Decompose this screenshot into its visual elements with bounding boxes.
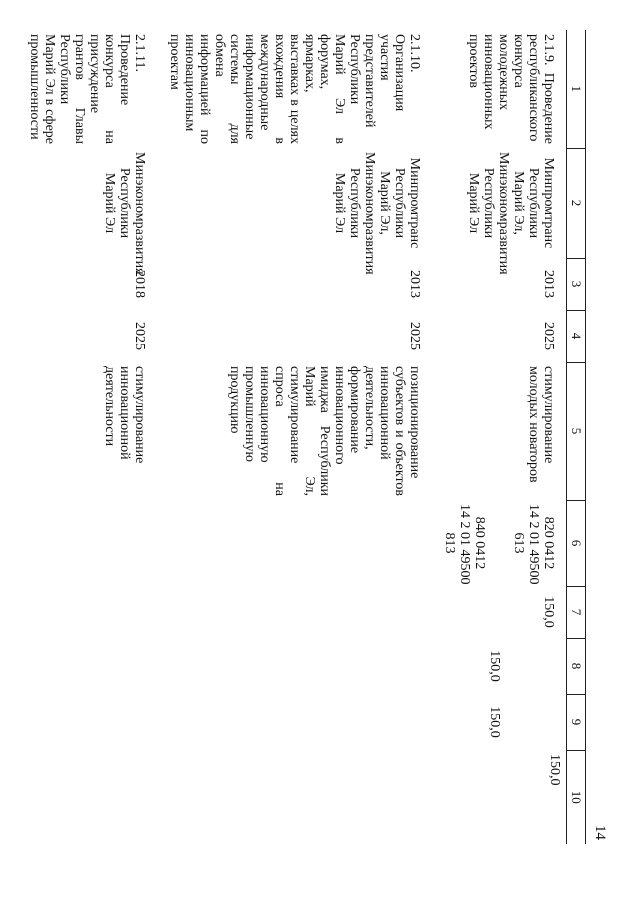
header-cell: 3 [567, 258, 586, 310]
budget-code-line: 820 0412 [541, 516, 556, 570]
amount-value: 150,0 [547, 754, 562, 786]
budget-code-line: 813 [442, 532, 457, 554]
header-cell: 2 [567, 148, 586, 258]
budget-code-line: 613 [511, 532, 526, 554]
header-cell: 8 [567, 638, 586, 694]
end-year-cell: 2025 [541, 322, 556, 350]
page-number: 14 [592, 825, 608, 840]
executor-cell: Минпромтранс Республики Марий Эл, Минэкономразвития Республики Марий Эл [466, 152, 556, 275]
amount-cell [432, 750, 567, 844]
executor-cell: Минэкономразвития Республики Марий Эл [102, 152, 147, 275]
amount-cell [432, 694, 567, 750]
header-cell: 6 [567, 500, 586, 586]
budget-code-line: 14 2 01 49500 [526, 504, 541, 585]
budget-code-line: 840 0412 [472, 516, 487, 570]
measure-cell: 2.1.10. Организация участия представителей Республики Марий Эл в форумах, ярмарках, выставках в целях вхождения в международные информационные системы для обмена информацией по инновационным проектам [167, 34, 422, 144]
result-cell: позиционирование субъектов и объектов инновационной деятельности, формирование инновационного имиджа Республики Марий Эл, стимулирование спроса на инновационную промышленную продукцию [227, 366, 422, 496]
amount-value: 150,0 [487, 706, 502, 738]
measure-cell: 2.1.11. Проведение конкурса на присуждение грантов Главы Республики Марий Эл в сфере промышленности [27, 34, 147, 144]
header-row [567, 30, 586, 844]
amount-cell [432, 586, 567, 638]
start-year-cell: 2013 [407, 270, 422, 298]
end-year-cell: 2025 [407, 322, 422, 350]
header-cell: 7 [567, 586, 586, 638]
end-year-cell: 2025 [132, 322, 147, 350]
result-cell: стимулирование молодых новаторов [526, 366, 556, 483]
table-row [157, 30, 432, 844]
header-cell: 1 [567, 30, 586, 148]
start-year-cell: 2018 [132, 270, 147, 298]
executor-cell: Минпромтранс Республики Марий Эл, Минэкономразвития Республики Марий Эл [332, 152, 422, 275]
header-cell: 9 [567, 694, 586, 750]
amount-value: 150,0 [487, 650, 502, 682]
amount-value: 150,0 [541, 596, 556, 628]
program-table [17, 30, 586, 844]
table-row [432, 30, 567, 844]
header-cell: 10 [567, 750, 586, 844]
header-cell: 5 [567, 362, 586, 500]
start-year-cell: 2013 [541, 270, 556, 298]
measure-cell: 2.1.9. Проведение республиканского конкурса молодежных инновационных проектов [466, 34, 556, 144]
header-cell: 4 [567, 310, 586, 362]
budget-code-cell [432, 500, 567, 586]
table-row [17, 30, 157, 844]
budget-code-line: 14 2 01 49500 [457, 504, 472, 585]
rotated-table-container [27, 30, 608, 844]
result-cell: стимулирование инновационной деятельности [102, 366, 147, 464]
amount-cell [432, 638, 567, 694]
